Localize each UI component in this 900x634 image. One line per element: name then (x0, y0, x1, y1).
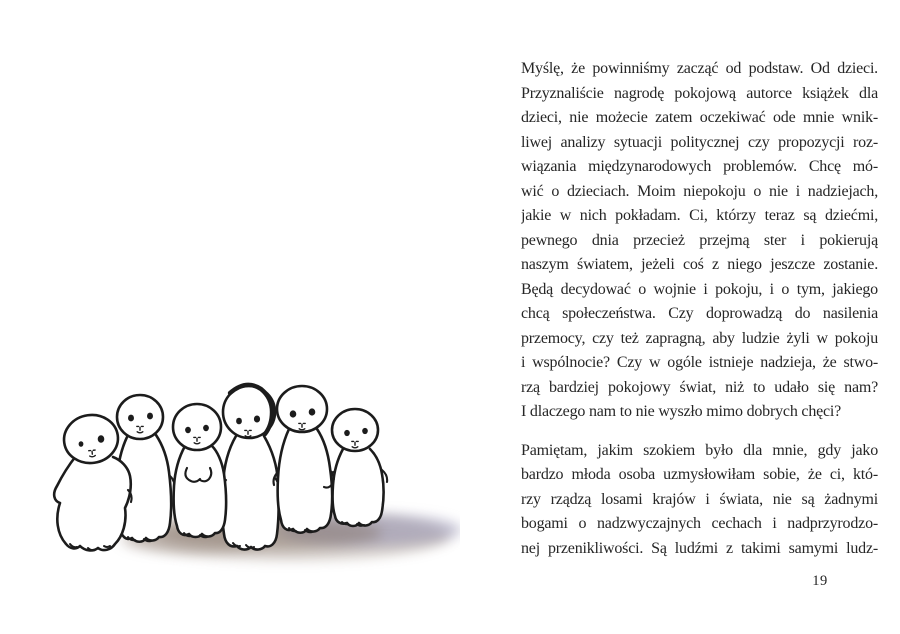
text-line: rzą bardziej pokojowy świat, niż to udało się nam? (521, 378, 878, 396)
text-line: chcą społeczeństwa. Czy doprowadzą do nasilenia (521, 305, 878, 322)
paragraph (521, 439, 878, 562)
text-line: i wspólnocie? Czy w ogóle istnieje nadzieja, że stwo- (521, 354, 878, 371)
text-line: Myślę, że powinniśmy zacząć od podstaw. Od dzieci. (521, 60, 878, 77)
text-line: Będą decydować o wojnie i pokoju, i o tym, jakiego (521, 280, 878, 298)
creature-4 (222, 385, 278, 550)
text-line: wiązania międzynarodowych problemów. Chcę mó- (521, 158, 878, 175)
creature-1 (54, 411, 131, 550)
text-line: liwej analizy sytuacji politycznej czy propozycji roz- (521, 133, 878, 151)
text-line: I dlaczego nam to nie wyszło mimo dobrych chęci? (521, 403, 842, 420)
text-line: wić o dzieciach. Moim niepokoju o nie i nadziejach, (521, 182, 878, 200)
paragraph (521, 57, 878, 425)
text-line: bardzo młoda osoba uzmysłowiłam sobie, że ci, któ- (521, 466, 878, 483)
creature-6 (329, 409, 388, 526)
creature-3 (173, 404, 226, 537)
creatures-illustration (40, 372, 460, 582)
text-line: jakie w nich pokładam. Ci, którzy teraz są dziećmi, (521, 207, 878, 224)
text-line: nej przenikliwości. Są ludźmi z takimi samymi ludz- (521, 539, 878, 557)
text-line: Przyznaliście nagrodę pokojową autorce książek dla (521, 84, 878, 102)
text-line: bogami o nadzwyczajnych cechach i nadprzyrodzo- (521, 515, 878, 532)
text-line: naszym światem, jeżeli coś z niego jeszcze zostanie. (521, 256, 878, 273)
text-line: rzy rządzą losami krajów i świata, nie są żadnymi (521, 490, 878, 508)
text-line: Pamiętam, jakim szokiem było dla mnie, gdy jako (521, 441, 878, 459)
text-line: pewnego dnia przecież przejmą ster i pokierują (521, 231, 878, 249)
text-line: przemocy, czy też zapragną, aby ludzie żyli w pokoju (521, 329, 878, 347)
text-line: dzieci, nie możecie zatem oczekiwać ode mnie wnik- (521, 109, 878, 126)
creature-5 (274, 386, 334, 533)
page-number: 19 (812, 573, 828, 589)
text-column (521, 57, 878, 561)
